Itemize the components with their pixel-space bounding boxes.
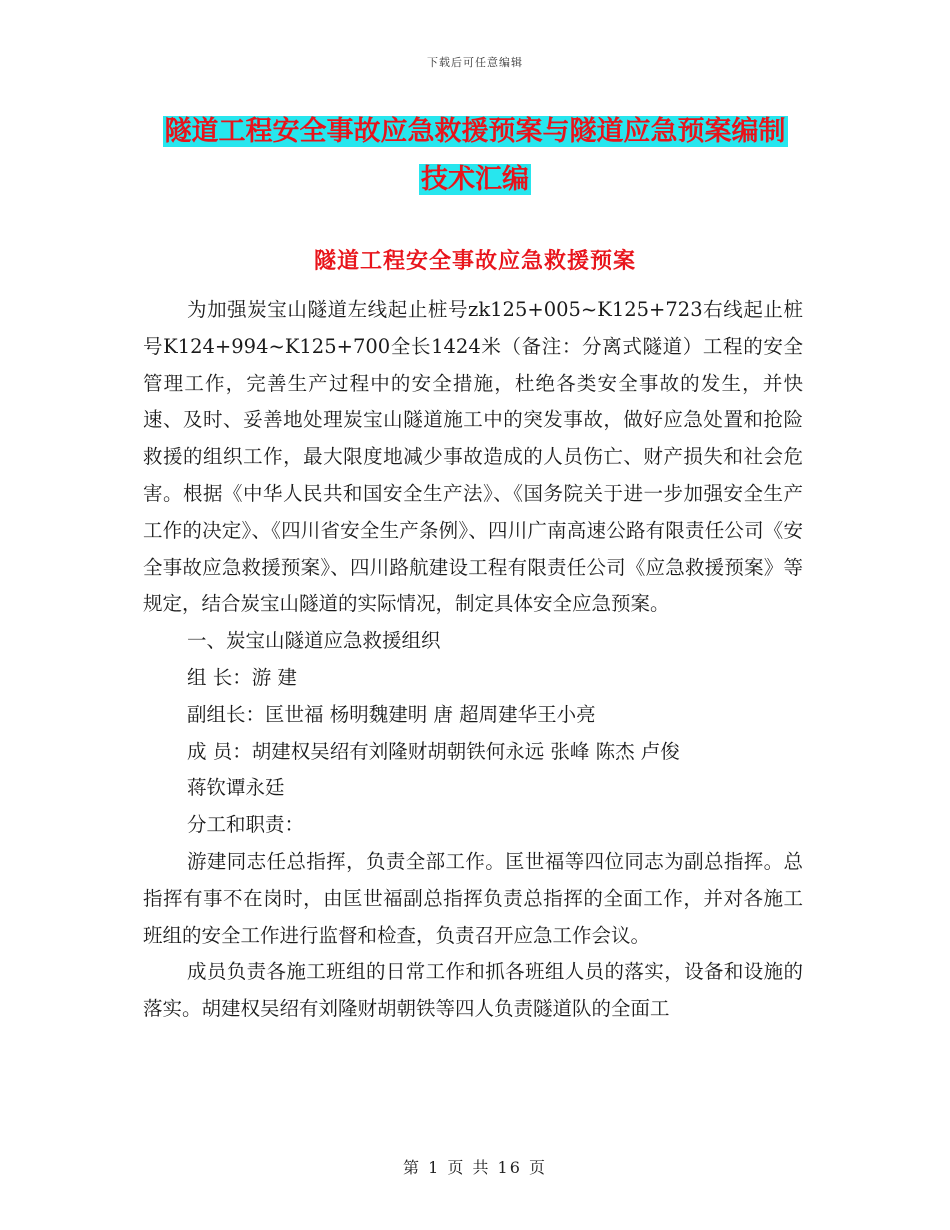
document-body [143, 292, 803, 1028]
header-note: 下载后可任意编辑 [427, 56, 523, 69]
line-deputy-leaders: 副组长：匡世福 杨明魏建明 唐 超周建华王小亮 [187, 702, 596, 726]
paragraph-commander: 游建同志任总指挥，负责全部工作。匡世福等四位同志为副总指挥。总指挥有事不在岗时，由匡世福副总指挥负责总指挥的全面工作，并对各施工班组的安全工作进行监督和检查，负责召开应急工作会议。 [143, 849, 803, 947]
title-line-2: 技术汇编 [421, 164, 529, 195]
heading-duties: 分工和职责： [187, 813, 305, 837]
paragraph-members-duties: 成员负责各施工班组的日常工作和抓各班组人员的落实，设备和设施的落实。胡建权吴绍有刘隆财胡朝铁等四人负责隧道队的全面工 [143, 960, 803, 1021]
line-team-leader: 组 长：游 建 [187, 665, 297, 689]
line-members: 成 员：胡建权吴绍有刘隆财胡朝铁何永远 张峰 陈杰 卢俊 [187, 739, 680, 763]
section-title: 隧道工程安全事故应急救援预案 [313, 249, 636, 274]
title-line-1: 隧道工程安全事故应急救援预案与隧道应急预案编制 [164, 116, 786, 147]
page-footer: 第 1 页 共 16 页 [403, 1158, 547, 1177]
document-title [150, 108, 800, 204]
line-members-cont: 蒋钦谭永廷 [187, 776, 285, 800]
heading-organization: 一、炭宝山隧道应急救援组织 [187, 629, 441, 653]
paragraph-intro: 为加强炭宝山隧道左线起止桩号zk125+005~K125+723右线起止桩号K124+994~K125+700全长1424米（备注：分离式隧道）工程的安全管理工作，完善生产过程中的安全措施，杜绝各类安全事故的发生，并快速、及时、妥善地处理炭宝山隧道施工中的突发事故，做好应急处置和抢险救援的组织工作，最大限度地减少事故造成的人员伤亡、财产损失和社会危害。根据《中华人民共和国安全生产法》、《国务院关于进一步加强安全生产工作的决定》、《四川省安全生产条例》、四川广南高速公路有限责任公司《安全事故应急救援预案》、四川路航建设工程有限责任公司《应急救援预案》等规定，结合炭宝山隧道的实际情况，制定具体安全应急预案。 [143, 298, 803, 616]
